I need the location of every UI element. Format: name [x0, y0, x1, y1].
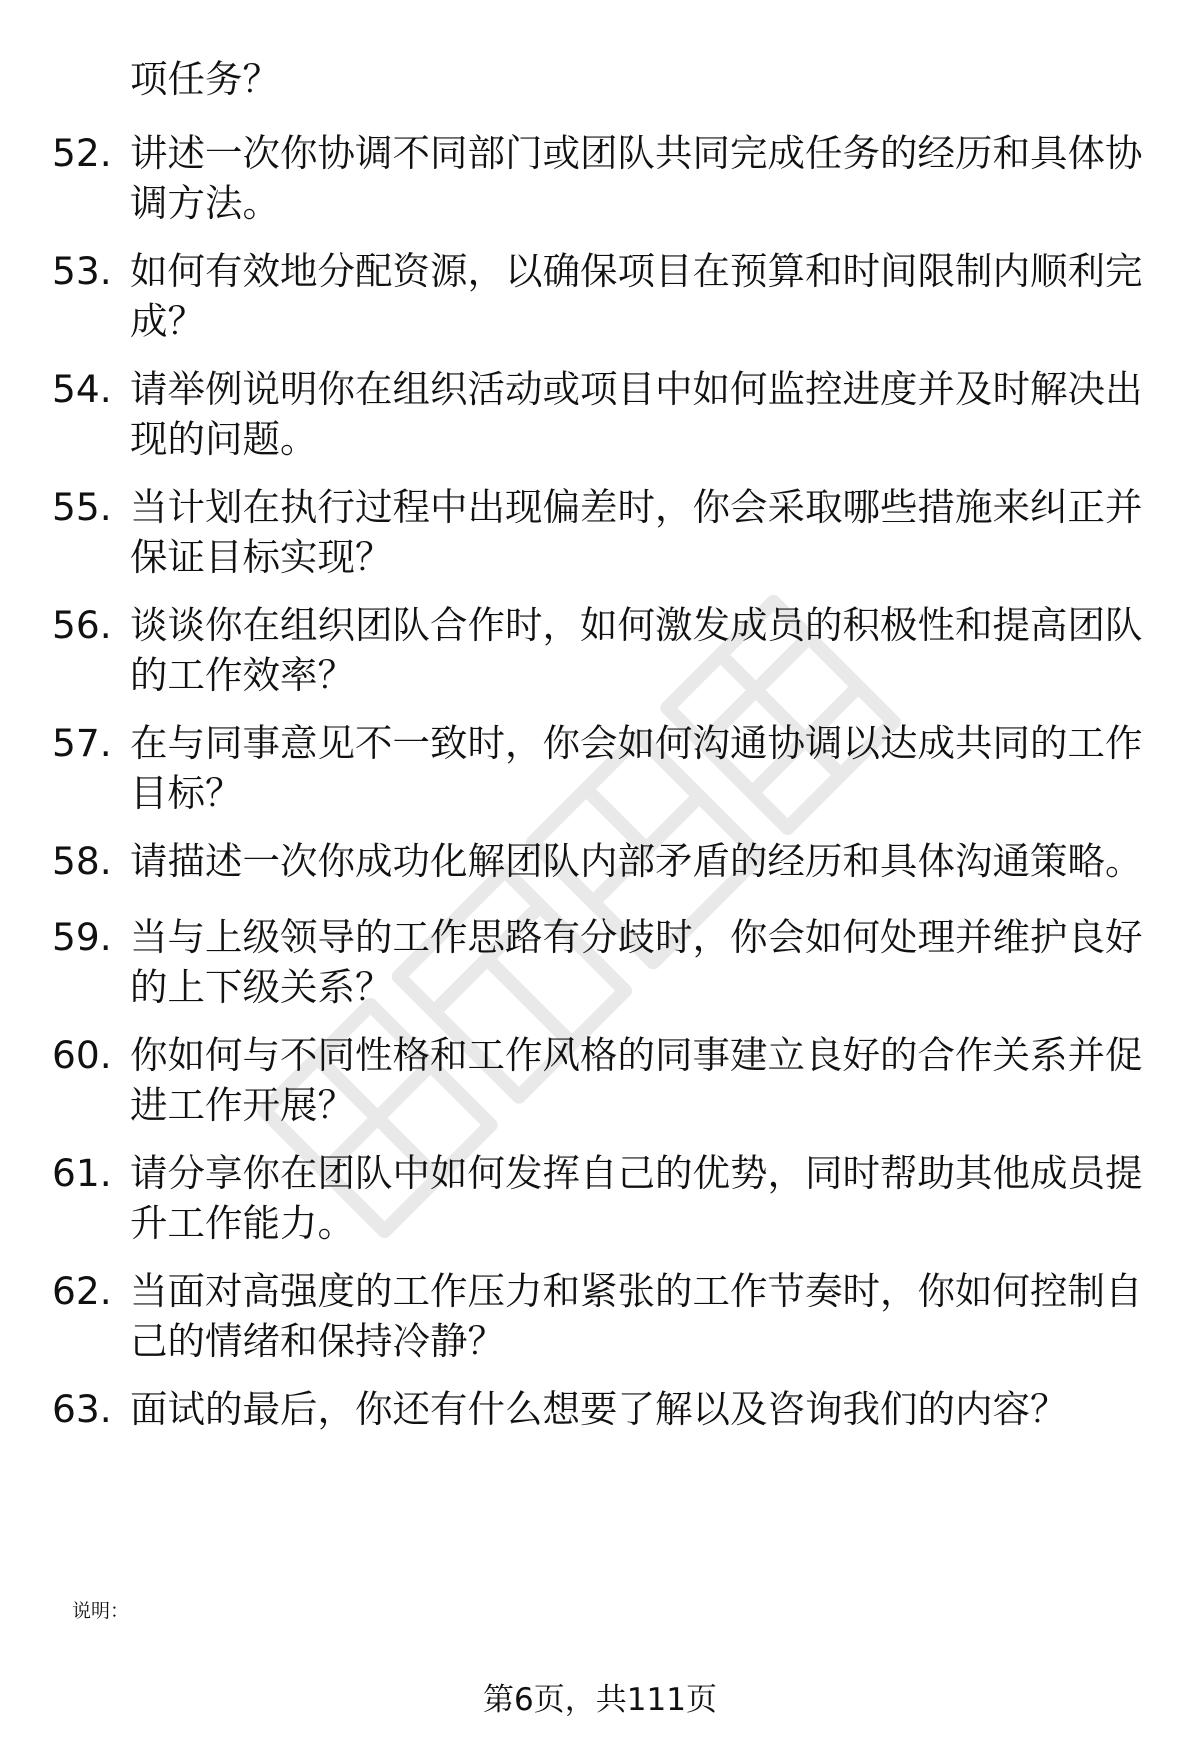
list-item — [52, 482, 1147, 582]
item-number: 60. — [52, 1033, 112, 1077]
list-item — [52, 600, 1147, 700]
item-text: 面试的最后，你还有什么想要了解以及咨询我们的内容？ — [130, 1387, 1068, 1431]
list-item — [52, 1148, 1147, 1248]
item-text: 项任务？ — [130, 57, 280, 101]
item-text: 你如何与不同性格和工作风格的同事建立良好的合作关系并促进工作开展？ — [130, 1033, 1143, 1127]
item-number: 61. — [52, 1151, 112, 1195]
page-footer: 第6页，共111页 — [483, 1682, 717, 1718]
list-item — [52, 54, 1147, 104]
list-item — [52, 1030, 1147, 1130]
item-number: 54. — [52, 367, 112, 411]
item-text: 谈谈你在组织团队合作时，如何激发成员的积极性和提高团队的工作效率？ — [130, 603, 1143, 697]
item-text: 讲述一次你协调不同部门或团队共同完成任务的经历和具体协调方法。 — [130, 131, 1143, 225]
list-item — [52, 128, 1147, 228]
item-text: 当面对高强度的工作压力和紧张的工作节奏时，你如何控制自己的情绪和保持冷静？ — [130, 1269, 1143, 1363]
item-number: 55. — [52, 485, 112, 529]
item-text: 当与上级领导的工作思路有分歧时，你会如何处理并维护良好的上下级关系？ — [130, 915, 1143, 1009]
note-label: 说明： — [72, 1600, 130, 1622]
item-number: 63. — [52, 1387, 112, 1431]
item-number: 57. — [52, 721, 112, 765]
list-item — [52, 246, 1147, 346]
list-item — [52, 912, 1147, 1012]
item-number: 52. — [52, 131, 112, 175]
list-item — [52, 1266, 1147, 1366]
item-text: 请描述一次你成功化解团队内部矛盾的经历和具体沟通策略。 — [130, 839, 1143, 883]
item-number: 58. — [52, 839, 112, 883]
list-item — [52, 718, 1147, 818]
list-item — [52, 364, 1147, 464]
item-number: 62. — [52, 1269, 112, 1313]
item-number: 53. — [52, 249, 112, 293]
item-number: 59. — [52, 915, 112, 959]
list-item — [52, 836, 1147, 886]
item-text: 在与同事意见不一致时，你会如何沟通协调以达成共同的工作目标？ — [130, 721, 1143, 815]
item-text: 如何有效地分配资源，以确保项目在预算和时间限制内顺利完成？ — [130, 249, 1143, 343]
item-text: 请分享你在团队中如何发挥自己的优势，同时帮助其他成员提升工作能力。 — [130, 1151, 1143, 1245]
item-text: 当计划在执行过程中出现偏差时，你会采取哪些措施来纠正并保证目标实现？ — [130, 485, 1143, 579]
item-text: 请举例说明你在组织活动或项目中如何监控进度并及时解决出现的问题。 — [130, 367, 1143, 461]
list-item — [52, 1384, 1147, 1434]
item-number: 56. — [52, 603, 112, 647]
